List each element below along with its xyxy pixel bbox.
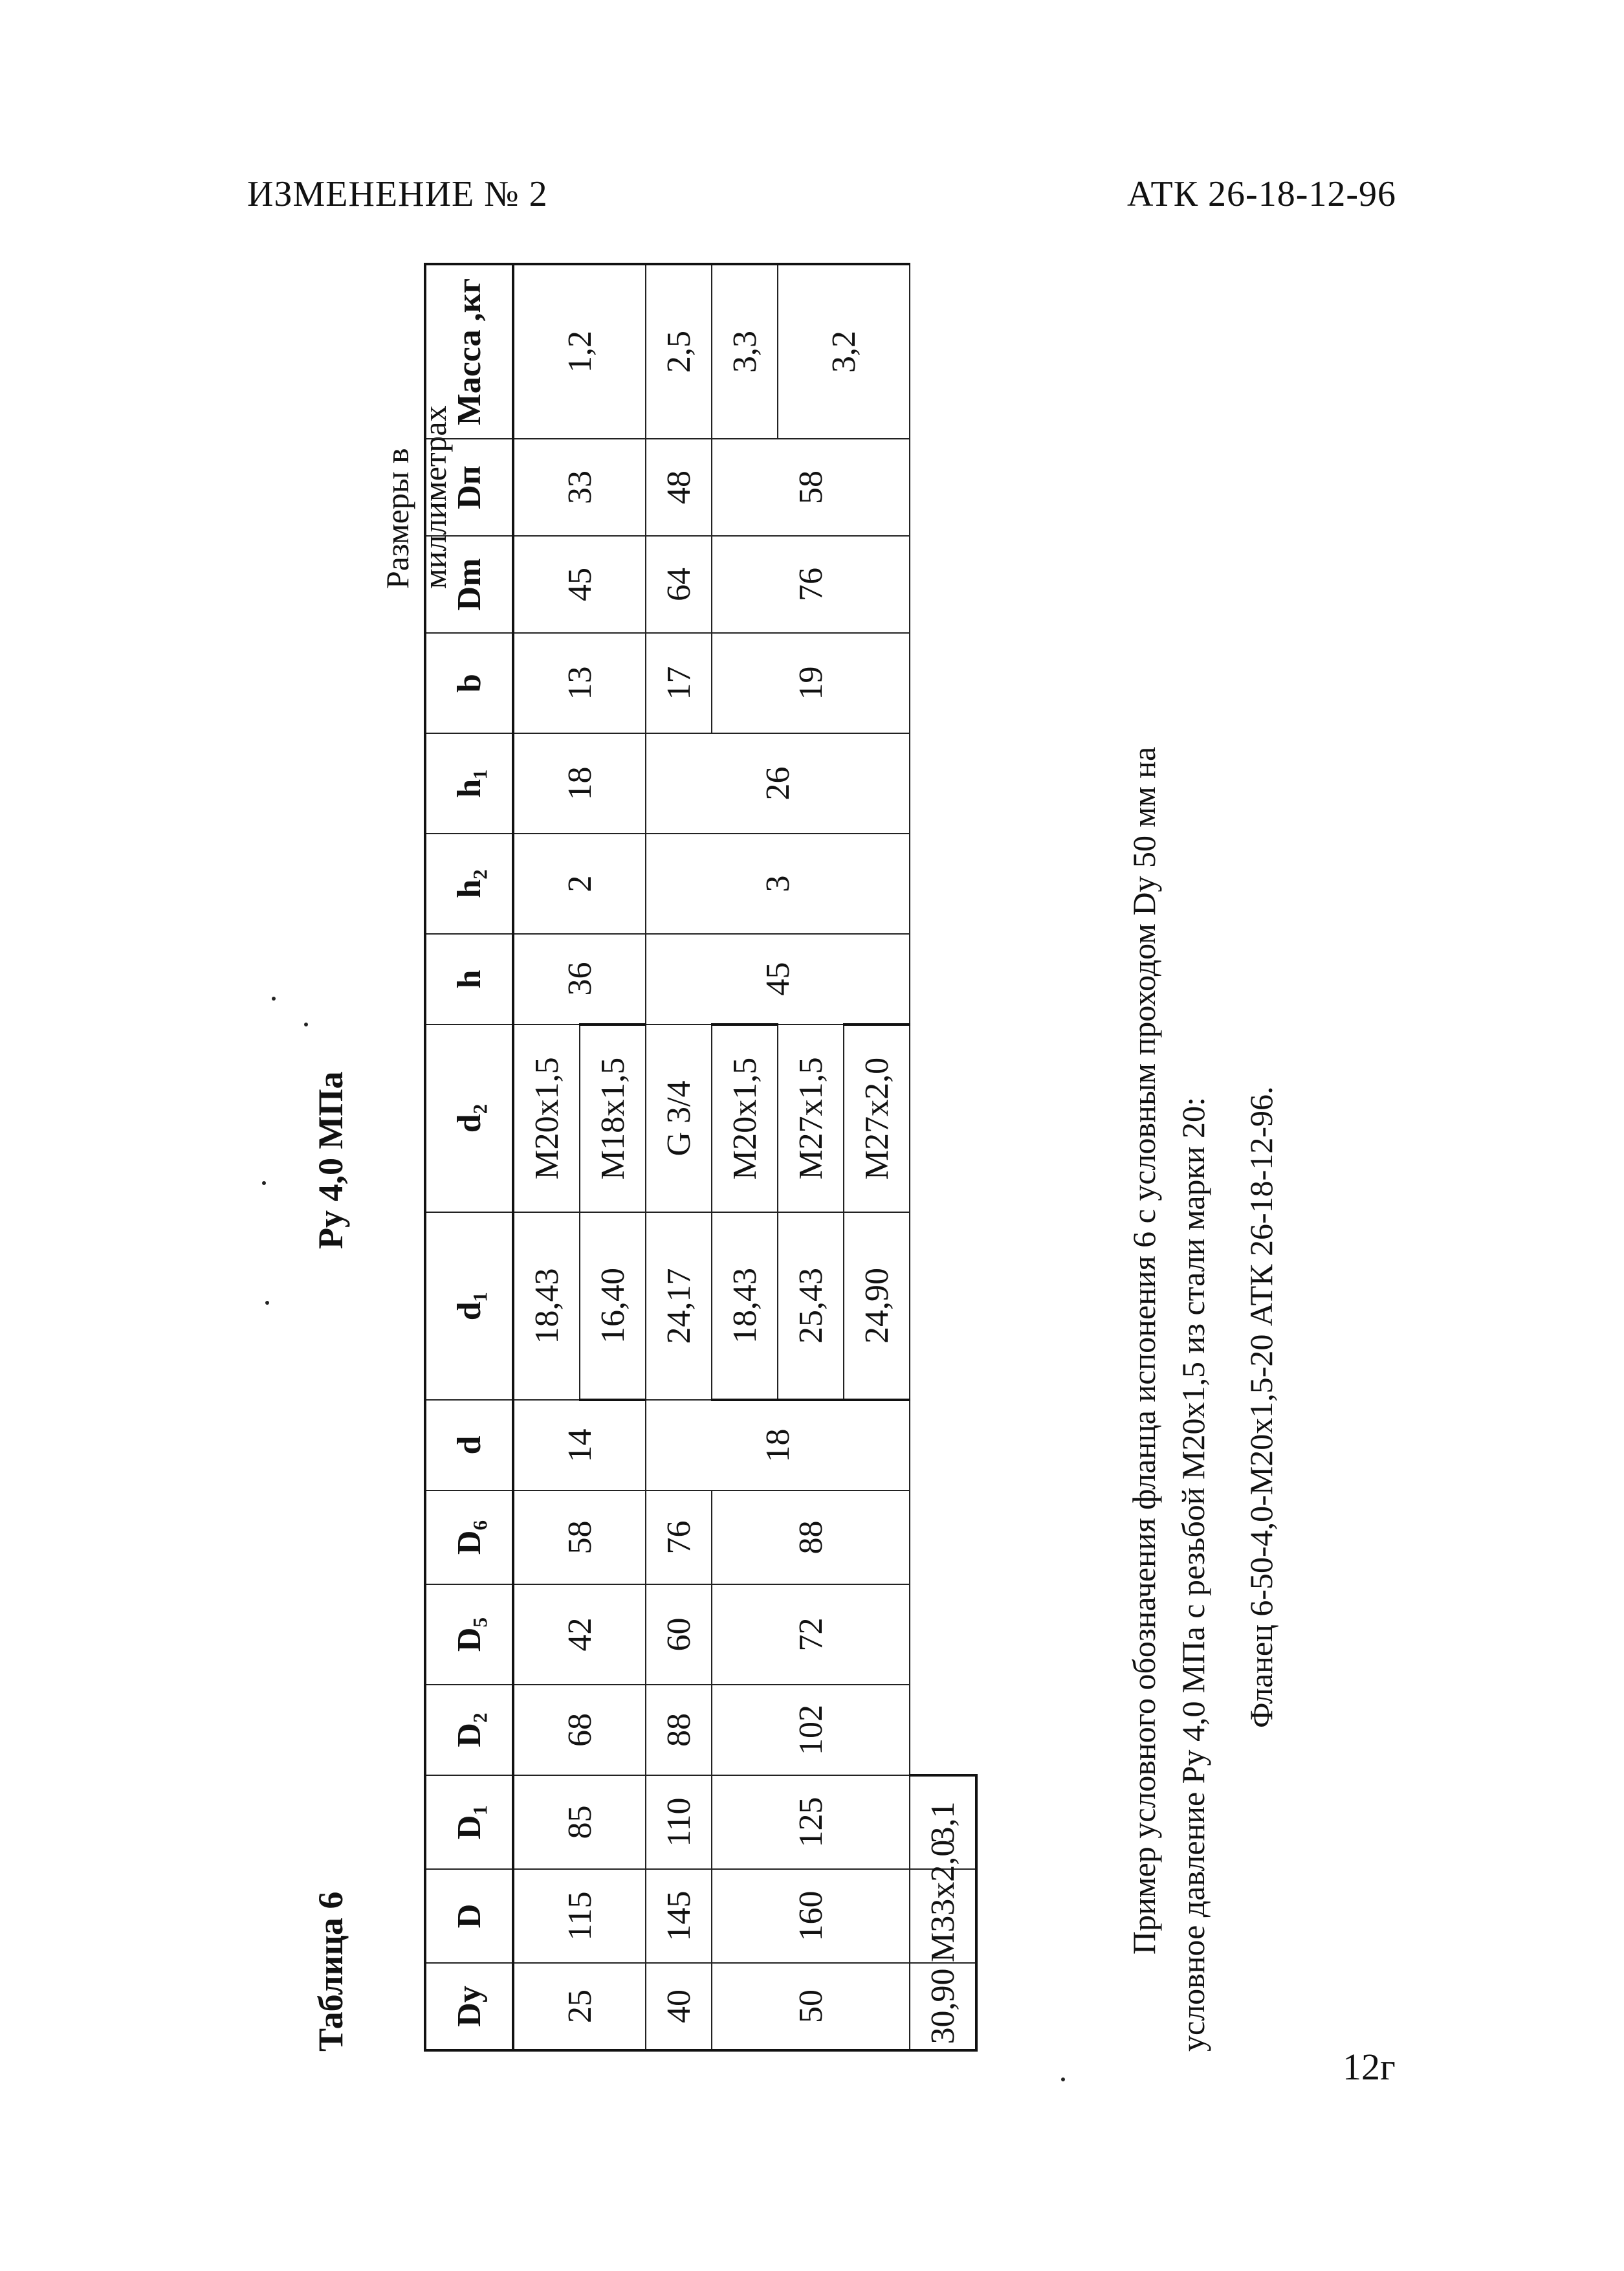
cell-d2: M27x2,0 [844,1025,910,1212]
pressure-caption: Ру 4,0 МПа [311,1071,350,1249]
scan-speck [304,1023,308,1026]
cell-d2: G 3/4 [646,1025,712,1212]
cell-D1: 125 [712,1775,910,1869]
cell-D5: 60 [646,1584,712,1685]
cell-d1: 30,90 [910,1963,976,2050]
cell-dy: 25 [513,1963,646,2050]
header-cell: d₂ [425,1025,513,1212]
note-line-2: условное давление Ру 4,0 МПа с резьбой M20x1,5 из стали марки 20: [1175,1097,1211,2052]
header-cell: b [425,633,513,733]
cell-dy: 50 [712,1963,910,2050]
header-cell: D₁ [425,1775,513,1869]
header-cell: Dm [425,536,513,633]
note-line-1: Пример условного обозначения фланца испонения 6 с условным проходом Dу 50 мм на [1126,746,1162,1955]
cell-h2: 2 [513,834,646,934]
units-caption: Размеры в миллиметрах [379,405,453,589]
cell-D2: 88 [646,1685,712,1775]
scan-speck [262,1181,266,1185]
header-cell: h₁ [425,733,513,834]
page-header-doc-code: АТК 26-18-12-96 [1126,174,1396,214]
cell-D2: 102 [712,1685,910,1775]
cell-d1: 16,40 [580,1212,646,1400]
header-cell: Dу [425,1963,513,2050]
table-label: Таблица 6 [311,1891,350,2052]
header-cell: D₆ [425,1490,513,1584]
cell-h2: 3 [646,834,910,934]
scan-speck [272,997,276,1001]
cell-D6: 58 [513,1490,646,1584]
table-row [646,264,712,2050]
designation-example: Фланец 6-50-4,0-M20x1,5-20 АТК 26-18-12-96. [1243,1086,1279,1728]
header-cell: h₂ [425,834,513,934]
cell-Dm: 45 [513,536,646,633]
page-number: 12г [1343,2046,1396,2088]
header-cell: Масса ,кг [425,264,513,439]
cell-D6: 88 [712,1490,910,1584]
cell-D: 115 [513,1869,646,1963]
cell-d2: M18x1,5 [580,1025,646,1212]
cell-d: 18 [646,1400,910,1490]
cell-d2: M27x1,5 [778,1025,844,1212]
header-cell: Dп [425,439,513,536]
table-row [513,264,580,2050]
cell-h: 45 [646,934,910,1025]
cell-d2: M20x1,5 [712,1025,778,1212]
cell-Dm: 76 [712,536,910,633]
cell-mass: 1,2 [513,264,646,439]
cell-mass: 2,5 [646,264,712,439]
cell-Dm: 64 [646,536,712,633]
header-cell: D₅ [425,1584,513,1685]
cell-b: 19 [712,633,910,733]
cell-D1: 110 [646,1775,712,1869]
cell-b: 17 [646,633,712,733]
table-header-row [425,264,513,2050]
cell-Dn: 58 [712,439,910,536]
flange-dimensions-table [424,263,978,2052]
header-cell: d [425,1400,513,1490]
cell-d1: 24,90 [844,1212,910,1400]
cell-h1: 26 [646,733,910,834]
designation-example-note [1119,265,1218,2052]
cell-D2: 68 [513,1685,646,1775]
cell-dy: 40 [646,1963,712,2050]
cell-D5: 42 [513,1584,646,1685]
table-row [910,264,976,2050]
scan-speck [265,1301,269,1305]
cell-D: 145 [646,1869,712,1963]
header-cell: D₂ [425,1685,513,1775]
cell-d2: M20x1,5 [513,1025,580,1212]
cell-D5: 72 [712,1584,910,1685]
header-cell: D [425,1869,513,1963]
cell-D: 160 [712,1869,910,1963]
cell-h1: 18 [513,733,646,834]
header-cell: d₁ [425,1212,513,1400]
cell-h: 36 [513,934,646,1025]
cell-d1: 18,43 [712,1212,778,1400]
cell-d1: 25,43 [778,1212,844,1400]
cell-d1: 24,17 [646,1212,712,1400]
page-header-change: ИЗМЕНЕНИЕ № 2 [247,174,548,214]
cell-d: 14 [513,1400,646,1490]
header-cell: h [425,934,513,1025]
cell-Dn: 33 [513,439,646,536]
cell-D6: 76 [646,1490,712,1584]
scan-speck [1061,2077,1065,2081]
cell-Dn: 48 [646,439,712,536]
rotated-table-block [285,259,1385,2065]
cell-mass: 3,2 [778,264,910,439]
cell-D1: 85 [513,1775,646,1869]
cell-mass: 3,3 [712,264,778,439]
cell-d1: 18,43 [513,1212,580,1400]
cell-d2: M33x2,0 [910,1869,976,1963]
cell-b: 13 [513,633,646,733]
cell-mass: 3,1 [910,1775,976,1869]
